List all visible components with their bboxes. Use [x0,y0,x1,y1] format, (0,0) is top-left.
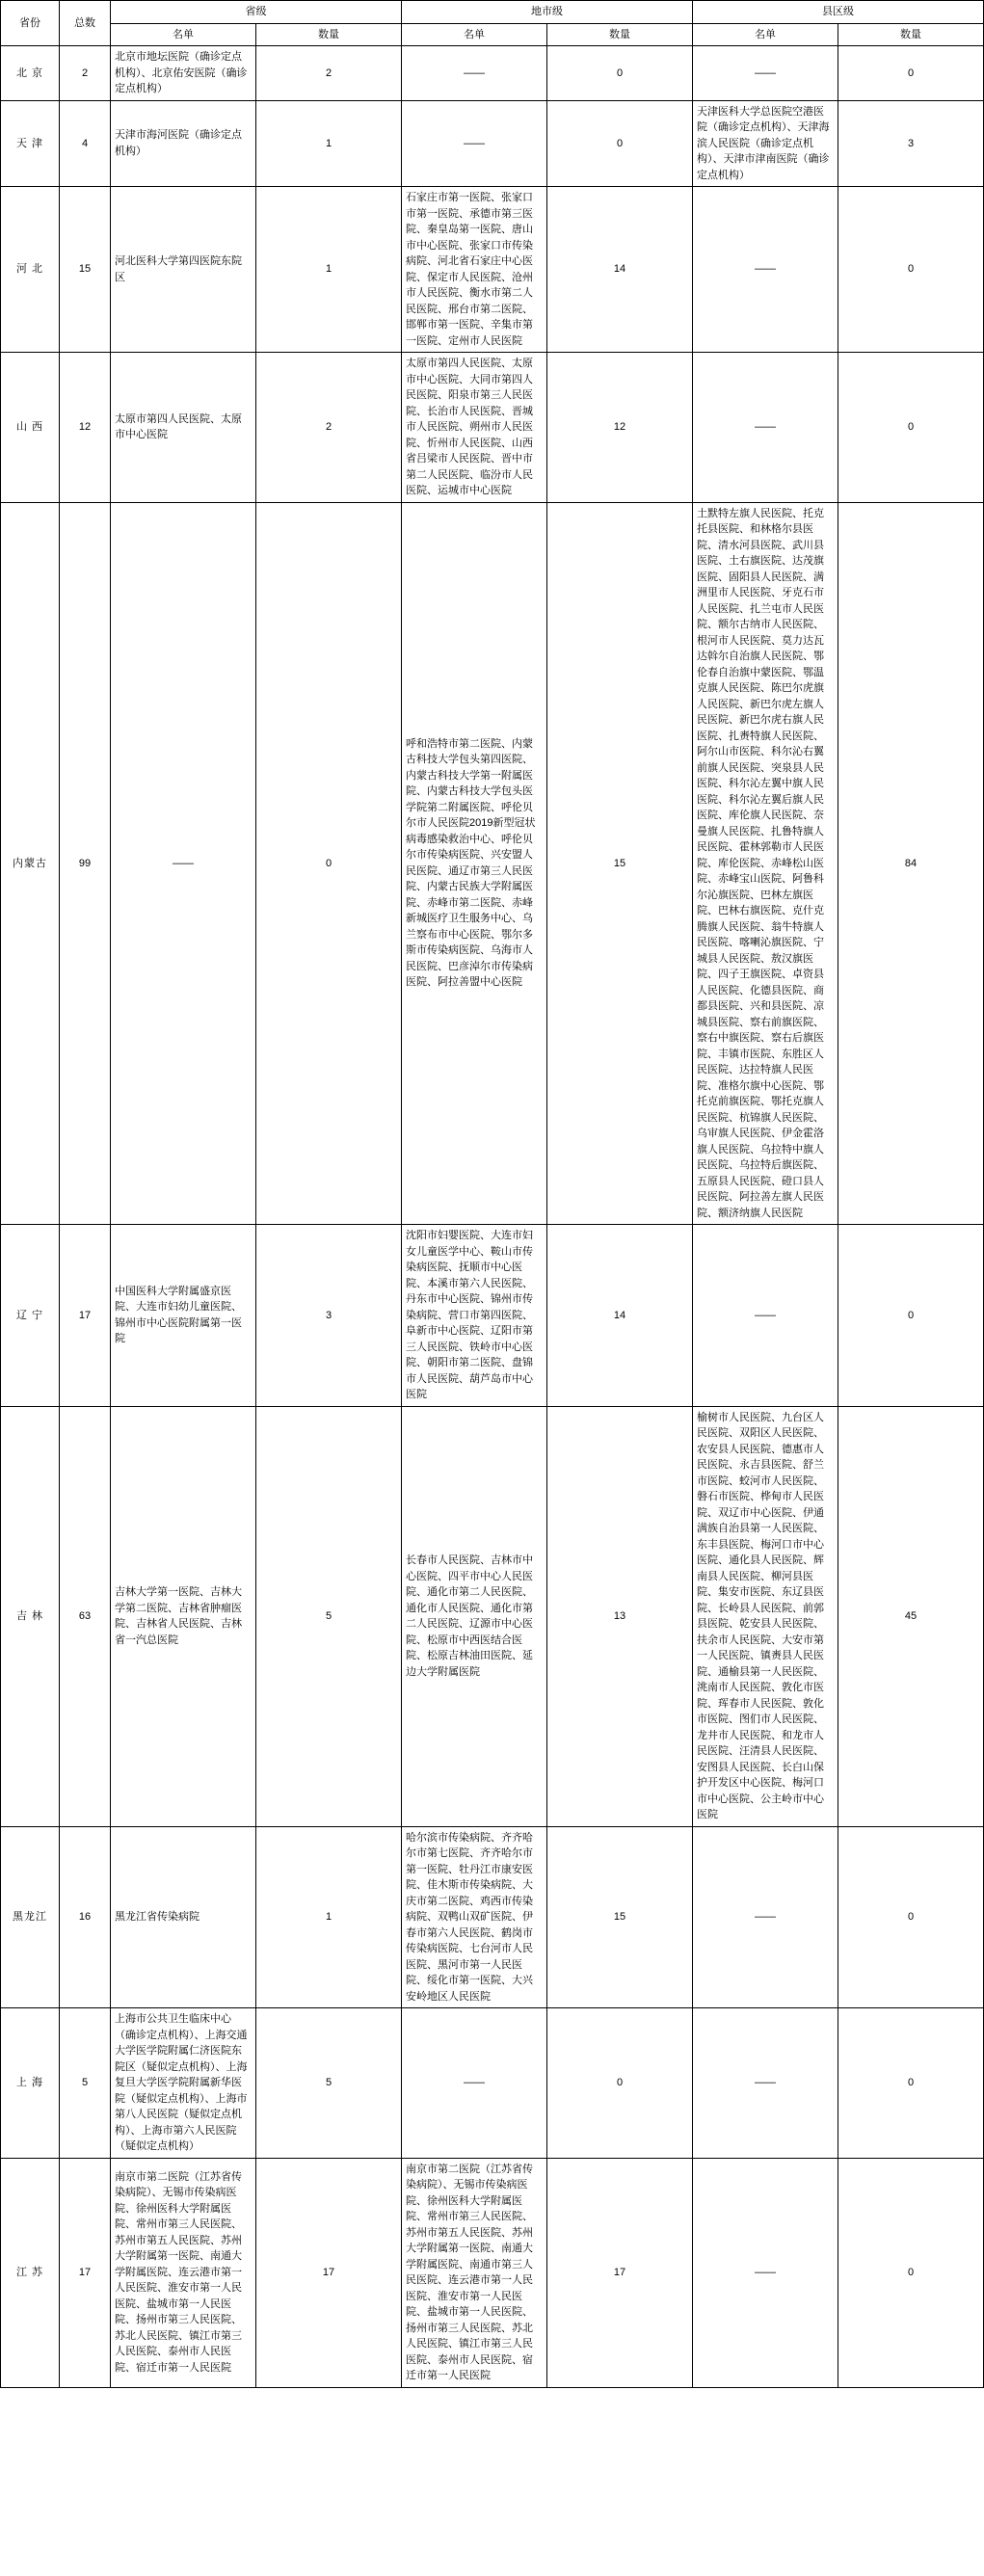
cell-total: 5 [60,2008,111,2159]
cell-provincial-count: 5 [256,1406,402,1826]
cell-city-count: 13 [547,1406,693,1826]
cell-city-name: —— [402,46,547,101]
cell-provincial-name: 吉林大学第一医院、吉林大学第二医院、吉林省肿瘤医院、吉林省人民医院、吉林省一汽总医院 [111,1406,256,1826]
table-row [1,1225,984,1407]
cell-county-name: 天津医科大学总医院空港医院（确诊定点机构）、天津海滨人民医院（确诊定点机构）、天津市津南医院（确诊定点机构） [693,100,838,187]
cell-total: 4 [60,100,111,187]
cell-county-name: —— [693,1826,838,2008]
cell-provincial-count: 1 [256,187,402,353]
table-header [1,1,984,46]
cell-provincial-count: 1 [256,1826,402,2008]
cell-province: 北 京 [1,46,60,101]
cell-county-count: 0 [838,187,984,353]
cell-total: 15 [60,187,111,353]
table-row [1,46,984,101]
cell-provincial-count: 1 [256,100,402,187]
cell-city-name: 南京市第二医院（江苏省传染病院）、无锡市传染病医院、徐州医科大学附属医院、常州市第三人民医院、苏州市第五人民医院、苏州大学附属第一医院、南通大学附属医院、南通市第三人民医院、连云港市第一人民医院、淮安市第一人民医院、盐城市第一人民医院、扬州市第三人民医院、苏北人民医院、镇江市第三人民医院、泰州市人民医院、宿迁市第一人民医院 [402,2158,547,2387]
cell-total: 16 [60,1826,111,2008]
cell-city-name: 太原市第四人民医院、太原市中心医院、大同市第四人民医院、阳泉市第三人民医院、长治市人民医院、晋城市人民医院、朔州市人民医院、忻州市人民医院、山西省吕梁市人民医院、晋中市第二人民医院、临汾市人民医院、运城市中心医院 [402,353,547,503]
cell-provincial-count: 17 [256,2158,402,2387]
cell-province: 上 海 [1,2008,60,2159]
cell-total: 63 [60,1406,111,1826]
cell-county-name: —— [693,1225,838,1407]
cell-county-name: —— [693,2008,838,2159]
cell-city-name: 石家庄市第一医院、张家口市第一医院、承德市第三医院、秦皇岛第一医院、唐山市中心医院、张家口市传染病院、河北省石家庄中心医院、保定市人民医院、沧州市人民医院、衡水市第二人民医院、邢台市第二医院、邯郸市第一医院、辛集市第一医院、定州市人民医院 [402,187,547,353]
cell-county-count: 84 [838,502,984,1225]
header-row-subs [1,23,984,46]
cell-province: 吉 林 [1,1406,60,1826]
cell-county-count: 0 [838,2158,984,2387]
cell-province: 江 苏 [1,2158,60,2387]
header-row-groups [1,1,984,24]
cell-county-count: 0 [838,1225,984,1407]
cell-provincial-name: 太原市第四人民医院、太原市中心医院 [111,353,256,503]
cell-county-name: 土默特左旗人民医院、托克托县医院、和林格尔县医院、清水河县医院、武川县医院、土右旗医院、达茂旗医院、固阳县人民医院、满洲里市人民医院、牙克石市人民医院、扎兰屯市人民医院、额尔古纳市人民医院、根河市人民医院、莫力达瓦达斡尔自治旗人民医院、鄂伦春自治旗中蒙医院、鄂温克旗人民医院、陈巴尔虎旗人民医院、新巴尔虎左旗人民医院、新巴尔虎右旗人民医院、扎赉特旗人民医院、阿尔山市医院、科尔沁右翼前旗人民医院、突泉县人民医院、科尔沁左翼中旗人民医院、科尔沁左翼后旗人民医院、库伦旗人民医院、奈曼旗人民医院、扎鲁特旗人民医院、霍林郭勒市人民医院、库伦医院、赤峰松山医院、赤峰宝山医院、阿鲁科尔沁旗医院、巴林左旗医院、巴林右旗医院、克什克腾旗人民医院、翁牛特旗人民医院、喀喇沁旗医院、宁城县人民医院、敖汉旗医院、四子王旗医院、卓资县人民医院、化德县医院、商都县医院、兴和县医院、凉城县医院、察右前旗医院、察右中旗医院、察右后旗医院、丰镇市医院、东胜区人民医院、达拉特旗人民医院、准格尔旗中心医院、鄂托克前旗医院、鄂托克旗人民医院、杭锦旗人民医院、乌审旗人民医院、伊金霍洛旗人民医院、乌拉特中旗人民医院、乌拉特后旗医院、五原县人民医院、磴口县人民医院、阿拉善左旗人民医院、额济纳旗人民医院 [693,502,838,1225]
cell-city-name: 哈尔滨市传染病院、齐齐哈尔市第七医院、齐齐哈尔市第一医院、牡丹江市康安医院、佳木斯市传染病院、大庆市第二医院、鸡西市传染病院、双鸭山双矿医院、伊春市第六人民医院、鹤岗市传染病医院、七台河市人民医院、黑河市第一人民医院、绥化市第一医院、大兴安岭地区人民医院 [402,1826,547,2008]
header-provincial-name: 名单 [111,23,256,46]
cell-total: 17 [60,2158,111,2387]
header-province: 省份 [1,1,60,46]
cell-provincial-count: 0 [256,502,402,1225]
cell-total: 99 [60,502,111,1225]
cell-county-count: 0 [838,2008,984,2159]
cell-county-count: 0 [838,353,984,503]
table-row [1,1826,984,2008]
table-row [1,2158,984,2387]
cell-provincial-name: 北京市地坛医院（确诊定点机构）、北京佑安医院（确诊定点机构） [111,46,256,101]
table-body [1,46,984,2388]
header-city-count: 数量 [547,23,693,46]
table-row [1,2008,984,2159]
cell-provincial-name: 河北医科大学第四医院东院区 [111,187,256,353]
cell-county-name: —— [693,353,838,503]
cell-city-count: 14 [547,1225,693,1407]
cell-county-name: —— [693,46,838,101]
cell-city-count: 0 [547,46,693,101]
cell-total: 17 [60,1225,111,1407]
cell-city-name: 呼和浩特市第二医院、内蒙古科技大学包头第四医院、内蒙古科技大学第一附属医院、内蒙古科技大学包头医学院第二附属医院、呼伦贝尔市人民医院2019新型冠状病毒感染救治中心、呼伦贝尔市传染病医院、兴安盟人民医院、通辽市第三人民医院、内蒙古民族大学附属医院、赤峰市第二医院、赤峰新城医疗卫生服务中心、乌兰察布市中心医院、鄂尔多斯市传染病医院、乌海市人民医院、巴彦淖尔市传染病医院、阿拉善盟中心医院 [402,502,547,1225]
cell-city-name: 沈阳市妇婴医院、大连市妇女儿童医学中心、鞍山市传染病医院、抚顺市中心医院、本溪市第六人民医院、丹东市中心医院、锦州市传染病院、营口市第四医院、阜新市中心医院、辽阳市第三人民医院、铁岭市中心医院、朝阳市第二医院、盘锦市人民医院、葫芦岛市中心医院 [402,1225,547,1407]
cell-provincial-name: 上海市公共卫生临床中心（确诊定点机构）、上海交通大学医学院附属仁济医院东院区（疑似定点机构）、上海复旦大学医学院附属新华医院（疑似定点机构）、上海市第八人民医院（疑似定点机构）、上海市第六人民医院（疑似定点机构） [111,2008,256,2159]
cell-city-count: 0 [547,2008,693,2159]
cell-city-count: 12 [547,353,693,503]
cell-provincial-name: 南京市第二医院（江苏省传染病院）、无锡市传染病医院、徐州医科大学附属医院、常州市第三人民医院、苏州市第五人民医院、苏州大学附属第一医院、南通大学附属医院、连云港市第一人民医院、淮安市第一人民医院、盐城市第一人民医院、扬州市第三人民医院、苏北人民医院、镇江市第三人民医院、泰州市人民医院、宿迁市第一人民医院 [111,2158,256,2387]
cell-county-name: —— [693,2158,838,2387]
cell-provincial-count: 3 [256,1225,402,1407]
cell-city-name: —— [402,2008,547,2159]
table-row [1,1406,984,1826]
cell-province: 天 津 [1,100,60,187]
header-city-level: 地市级 [402,1,693,24]
cell-city-count: 14 [547,187,693,353]
cell-province: 河 北 [1,187,60,353]
cell-city-count: 0 [547,100,693,187]
cell-city-count: 15 [547,502,693,1225]
cell-provincial-count: 2 [256,353,402,503]
table-row [1,100,984,187]
cell-province: 山 西 [1,353,60,503]
table-row [1,187,984,353]
header-provincial-level: 省级 [111,1,402,24]
cell-county-count: 45 [838,1406,984,1826]
cell-city-name: —— [402,100,547,187]
cell-provincial-count: 5 [256,2008,402,2159]
cell-city-count: 15 [547,1826,693,2008]
cell-provincial-name: 黑龙江省传染病院 [111,1826,256,2008]
cell-county-count: 0 [838,1826,984,2008]
cell-provincial-count: 2 [256,46,402,101]
header-county-level: 县区级 [693,1,984,24]
table-row [1,353,984,503]
table-row [1,502,984,1225]
cell-province: 辽 宁 [1,1225,60,1407]
cell-city-name: 长春市人民医院、吉林市中心医院、四平市中心人民医院、通化市第二人民医院、通化市人民医院、通化市第二人民医院、辽源市中心医院、松原市中西医结合医院、松原吉林油田医院、延边大学附属医院 [402,1406,547,1826]
cell-provincial-name: 中国医科大学附属盛京医院、大连市妇幼儿童医院、锦州市中心医院附属第一医院 [111,1225,256,1407]
cell-county-count: 0 [838,46,984,101]
cell-city-count: 17 [547,2158,693,2387]
cell-provincial-name: —— [111,502,256,1225]
cell-county-count: 3 [838,100,984,187]
cell-total: 12 [60,353,111,503]
cell-total: 2 [60,46,111,101]
cell-county-name: 榆树市人民医院、九台区人民医院、双阳区人民医院、农安县人民医院、德惠市人民医院、永吉县医院、舒兰市医院、蛟河市人民医院、磐石市医院、桦甸市人民医院、双辽市中心医院、伊通满族自治县第一人民医院、东丰县医院、梅河口市中心医院、通化县人民医院、辉南县人民医院、柳河县医院、集安市医院、东辽县医院、长岭县人民医院、前郭县医院、乾安县人民医院、扶余市人民医院、大安市第一人民医院、镇赉县人民医院、通榆县第一人民医院、洮南市人民医院、敦化市医院、珲春市人民医院、敦化市医院、图们市人民医院、龙井市人民医院、和龙市人民医院、汪清县人民医院、安图县人民医院、长白山保护开发区中心医院、梅河口市中心医院、公主岭市中心医院 [693,1406,838,1826]
cell-province: 黑龙江 [1,1826,60,2008]
header-total: 总数 [60,1,111,46]
header-county-name: 名单 [693,23,838,46]
header-county-count: 数量 [838,23,984,46]
header-city-name: 名单 [402,23,547,46]
header-provincial-count: 数量 [256,23,402,46]
cell-province: 内蒙古 [1,502,60,1225]
cell-county-name: —— [693,187,838,353]
cell-provincial-name: 天津市海河医院（确诊定点机构） [111,100,256,187]
